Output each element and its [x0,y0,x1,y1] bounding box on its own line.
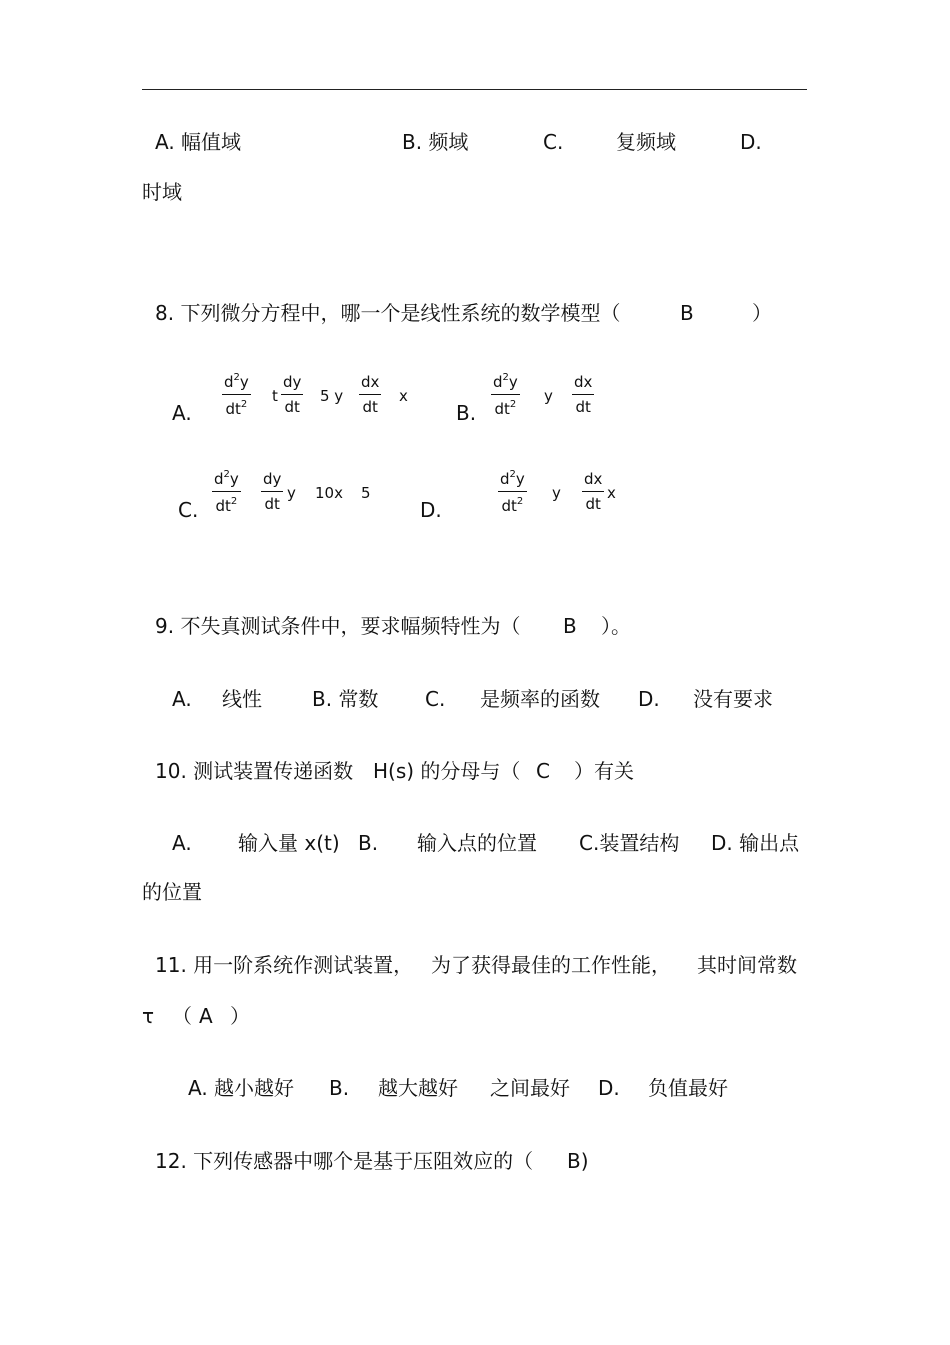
q8-c-10x: 10x [315,484,343,502]
q7-option-d-text: 时域 [142,180,182,204]
q7-option-b: B. 频域 [402,130,469,154]
q10-answer: C [536,759,550,783]
q11-option-d-label: D. [598,1076,620,1100]
q10-stem: 10. 测试装置传递函数 [155,759,354,783]
q11-option-b-text: 越大越好 [378,1076,458,1100]
q9-answer: B [563,614,577,638]
q8-c-y: y [287,484,296,502]
q11-tau: τ [142,1004,155,1028]
q9-stem: 9. 不失真测试条件中，要求幅频特性为（ [155,614,521,638]
q10-option-a-label: A. [172,831,192,855]
q9-option-a-text: 线性 [222,687,262,711]
q8-option-a-label: A. [172,401,192,425]
q9-option-d-text: 没有要求 [693,687,773,711]
q8-option-b-label: B. [456,401,477,425]
q11-stem-1: 11. 用一阶系统作测试装置， [155,953,414,977]
q11-option-c-text: 之间最好 [490,1076,570,1100]
top-rule [142,89,807,90]
q9-option-c-label: C. [425,687,446,711]
q8-b-frac-dxdt: $\frac{dx}{dt}$ [574,373,593,416]
q9-option-c-text: 是频率的函数 [480,687,600,711]
q10-option-a-text: 输入量 x(t) [238,831,340,855]
q8-c-frac-dydt: $\frac{dy}{dt}$ [263,470,282,513]
q8-d-frac-dxdt: $\frac{dx}{dt}$ [584,470,603,513]
q12-stem: 12. 下列传感器中哪个是基于压阻效应的（ [155,1149,534,1173]
q11-option-a: A. 越小越好 [188,1076,295,1100]
q10-hs: H(s) 的分母与（ [373,759,521,783]
q8-d-x: x [607,484,616,502]
q8-a-5y: 5 y [320,387,344,405]
q10-close: ）有关 [574,759,634,783]
q8-b-frac-d2y: $\frac{d^2y}{dt^2}$ [493,372,518,418]
q9-option-a-label: A. [172,687,192,711]
q8-option-c-label: C. [178,498,199,522]
q8-a-x: x [399,387,408,405]
q9-option-d-label: D. [638,687,660,711]
q8-a-frac-dxdt: $\frac{dx}{dt}$ [361,373,380,416]
q8-d-y: y [552,484,561,502]
q7-option-c-text: 复频域 [616,130,676,154]
q7-option-d-label: D. [740,130,762,154]
q10-option-b-text: 输入点的位置 [417,831,537,855]
q10-option-c: C.装置结构 [579,831,680,855]
q8-stem: 8. 下列微分方程中，哪一个是线性系统的数学模型（ [155,301,621,325]
q8-a-t: t [272,387,278,405]
q8-a-frac-dydt: $\frac{dy}{dt}$ [283,373,302,416]
q11-option-d-text: 负值最好 [648,1076,728,1100]
q8-a-frac-d2y: $\frac{d^2y}{dt^2}$ [224,372,249,418]
q10-option-b-label: B. [358,831,379,855]
q8-answer: B [680,301,694,325]
q11-option-b-label: B. [329,1076,350,1100]
q8-c-5: 5 [361,484,371,502]
q9-close: ）。 [601,614,631,638]
q8-option-d-label: D. [420,498,442,522]
q11-answer: A [199,1004,213,1028]
q12-answer: B) [567,1149,589,1173]
q10-option-d-cont: 的位置 [142,880,202,904]
q8-d-frac-d2y: $\frac{d^2y}{dt^2}$ [500,469,525,515]
q11-stem-3: 其时间常数 [697,953,797,977]
q8-close: ） [752,301,772,325]
q7-option-c-label: C. [543,130,564,154]
q9-option-b: B. 常数 [312,687,379,711]
q11-open: （ [172,1004,192,1028]
q8-b-y: y [544,387,553,405]
q7-option-a: A. 幅值域 [155,130,242,154]
q10-option-d: D. 输出点 [711,831,800,855]
q11-close: ） [230,1004,250,1028]
q11-stem-2: 为了获得最佳的工作性能， [431,953,671,977]
q8-c-frac-d2y: $\frac{d^2y}{dt^2}$ [214,469,239,515]
